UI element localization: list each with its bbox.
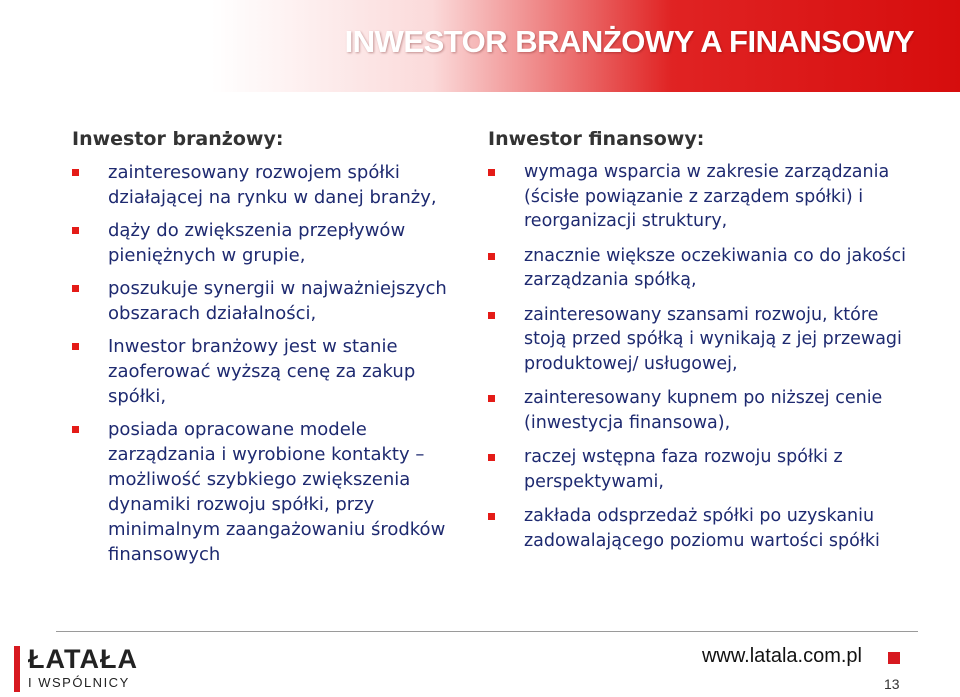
square-bullet-icon [72,227,79,234]
list-item-text: dąży do zwiększenia przepływów pieniężnych w grupie, [108,220,406,266]
list-item [488,303,908,377]
square-bullet-icon [72,285,79,292]
list-item-text: zakłada odsprzedaż spółki po uzyskaniu zadowalającego poziomu wartości spółki [524,506,880,551]
slide-title: INWESTOR BRANŻOWY A FINANSOWY [344,24,914,59]
list-item [72,276,460,326]
list-item-text: zainteresowany kupnem po niższej cenie (inwestycja finansowa), [524,388,883,433]
square-bullet-icon [488,169,495,176]
list-item [488,244,908,293]
square-bullet-icon [72,169,79,176]
square-bullet-icon [72,426,79,433]
list-item-text: poszukuje synergii w najważniejszych obszarach działalności, [108,278,447,324]
list-item [488,445,908,494]
list-item-text: raczej wstępna faza rozwoju spółki z perspektywami, [524,447,843,492]
left-bullet-list [72,160,460,567]
logo-mark-icon [14,646,20,692]
list-item-text: zainteresowany szansami rozwoju, które stoją przed spółką i wynikają z jej przewagi produktowej/ usługowej, [524,304,902,374]
left-column-heading: Inwestor branżowy: [72,128,284,150]
square-bullet-icon [72,343,79,350]
company-logo-subtitle: I WSPÓLNICY [28,675,130,690]
right-column [488,126,908,563]
list-item [72,160,460,210]
right-column-heading: Inwestor finansowy: [488,128,705,150]
website-link[interactable]: www.latala.com.pl [701,645,862,667]
list-item [72,417,460,567]
left-column [72,126,460,575]
list-item [488,386,908,435]
square-bullet-icon [488,253,495,260]
list-item-text: Inwestor branżowy jest w stanie zaoferować wyższą cenę za zakup spółki, [108,336,416,407]
red-square-icon [888,652,900,664]
square-bullet-icon [488,395,495,402]
footer-divider [56,631,918,632]
company-logo-name: ŁATAŁA [28,644,138,674]
right-bullet-list [488,160,908,553]
list-item-text: zainteresowany rozwojem spółki działającej na rynku w danej branży, [108,162,437,208]
square-bullet-icon [488,513,495,520]
page-number: 13 [884,676,900,692]
list-item-text: znacznie większe oczekiwania co do jakości zarządzania spółką, [524,245,907,290]
list-item-text: posiada opracowane modele zarządzania i wyrobione kontakty – możliwość szybkiego zwiększenia dynamiki rozwoju spółki, przy minimalnym zaangażowaniu środków finansowych [108,419,446,565]
list-item [488,504,908,553]
list-item [488,160,908,234]
list-item-text: wymaga wsparcia w zakresie zarządzania (ścisłe powiązanie z zarządem spółki) i reorganizacji struktury, [524,162,890,231]
square-bullet-icon [488,312,495,319]
list-item [72,334,460,409]
square-bullet-icon [488,454,495,461]
list-item [72,218,460,268]
